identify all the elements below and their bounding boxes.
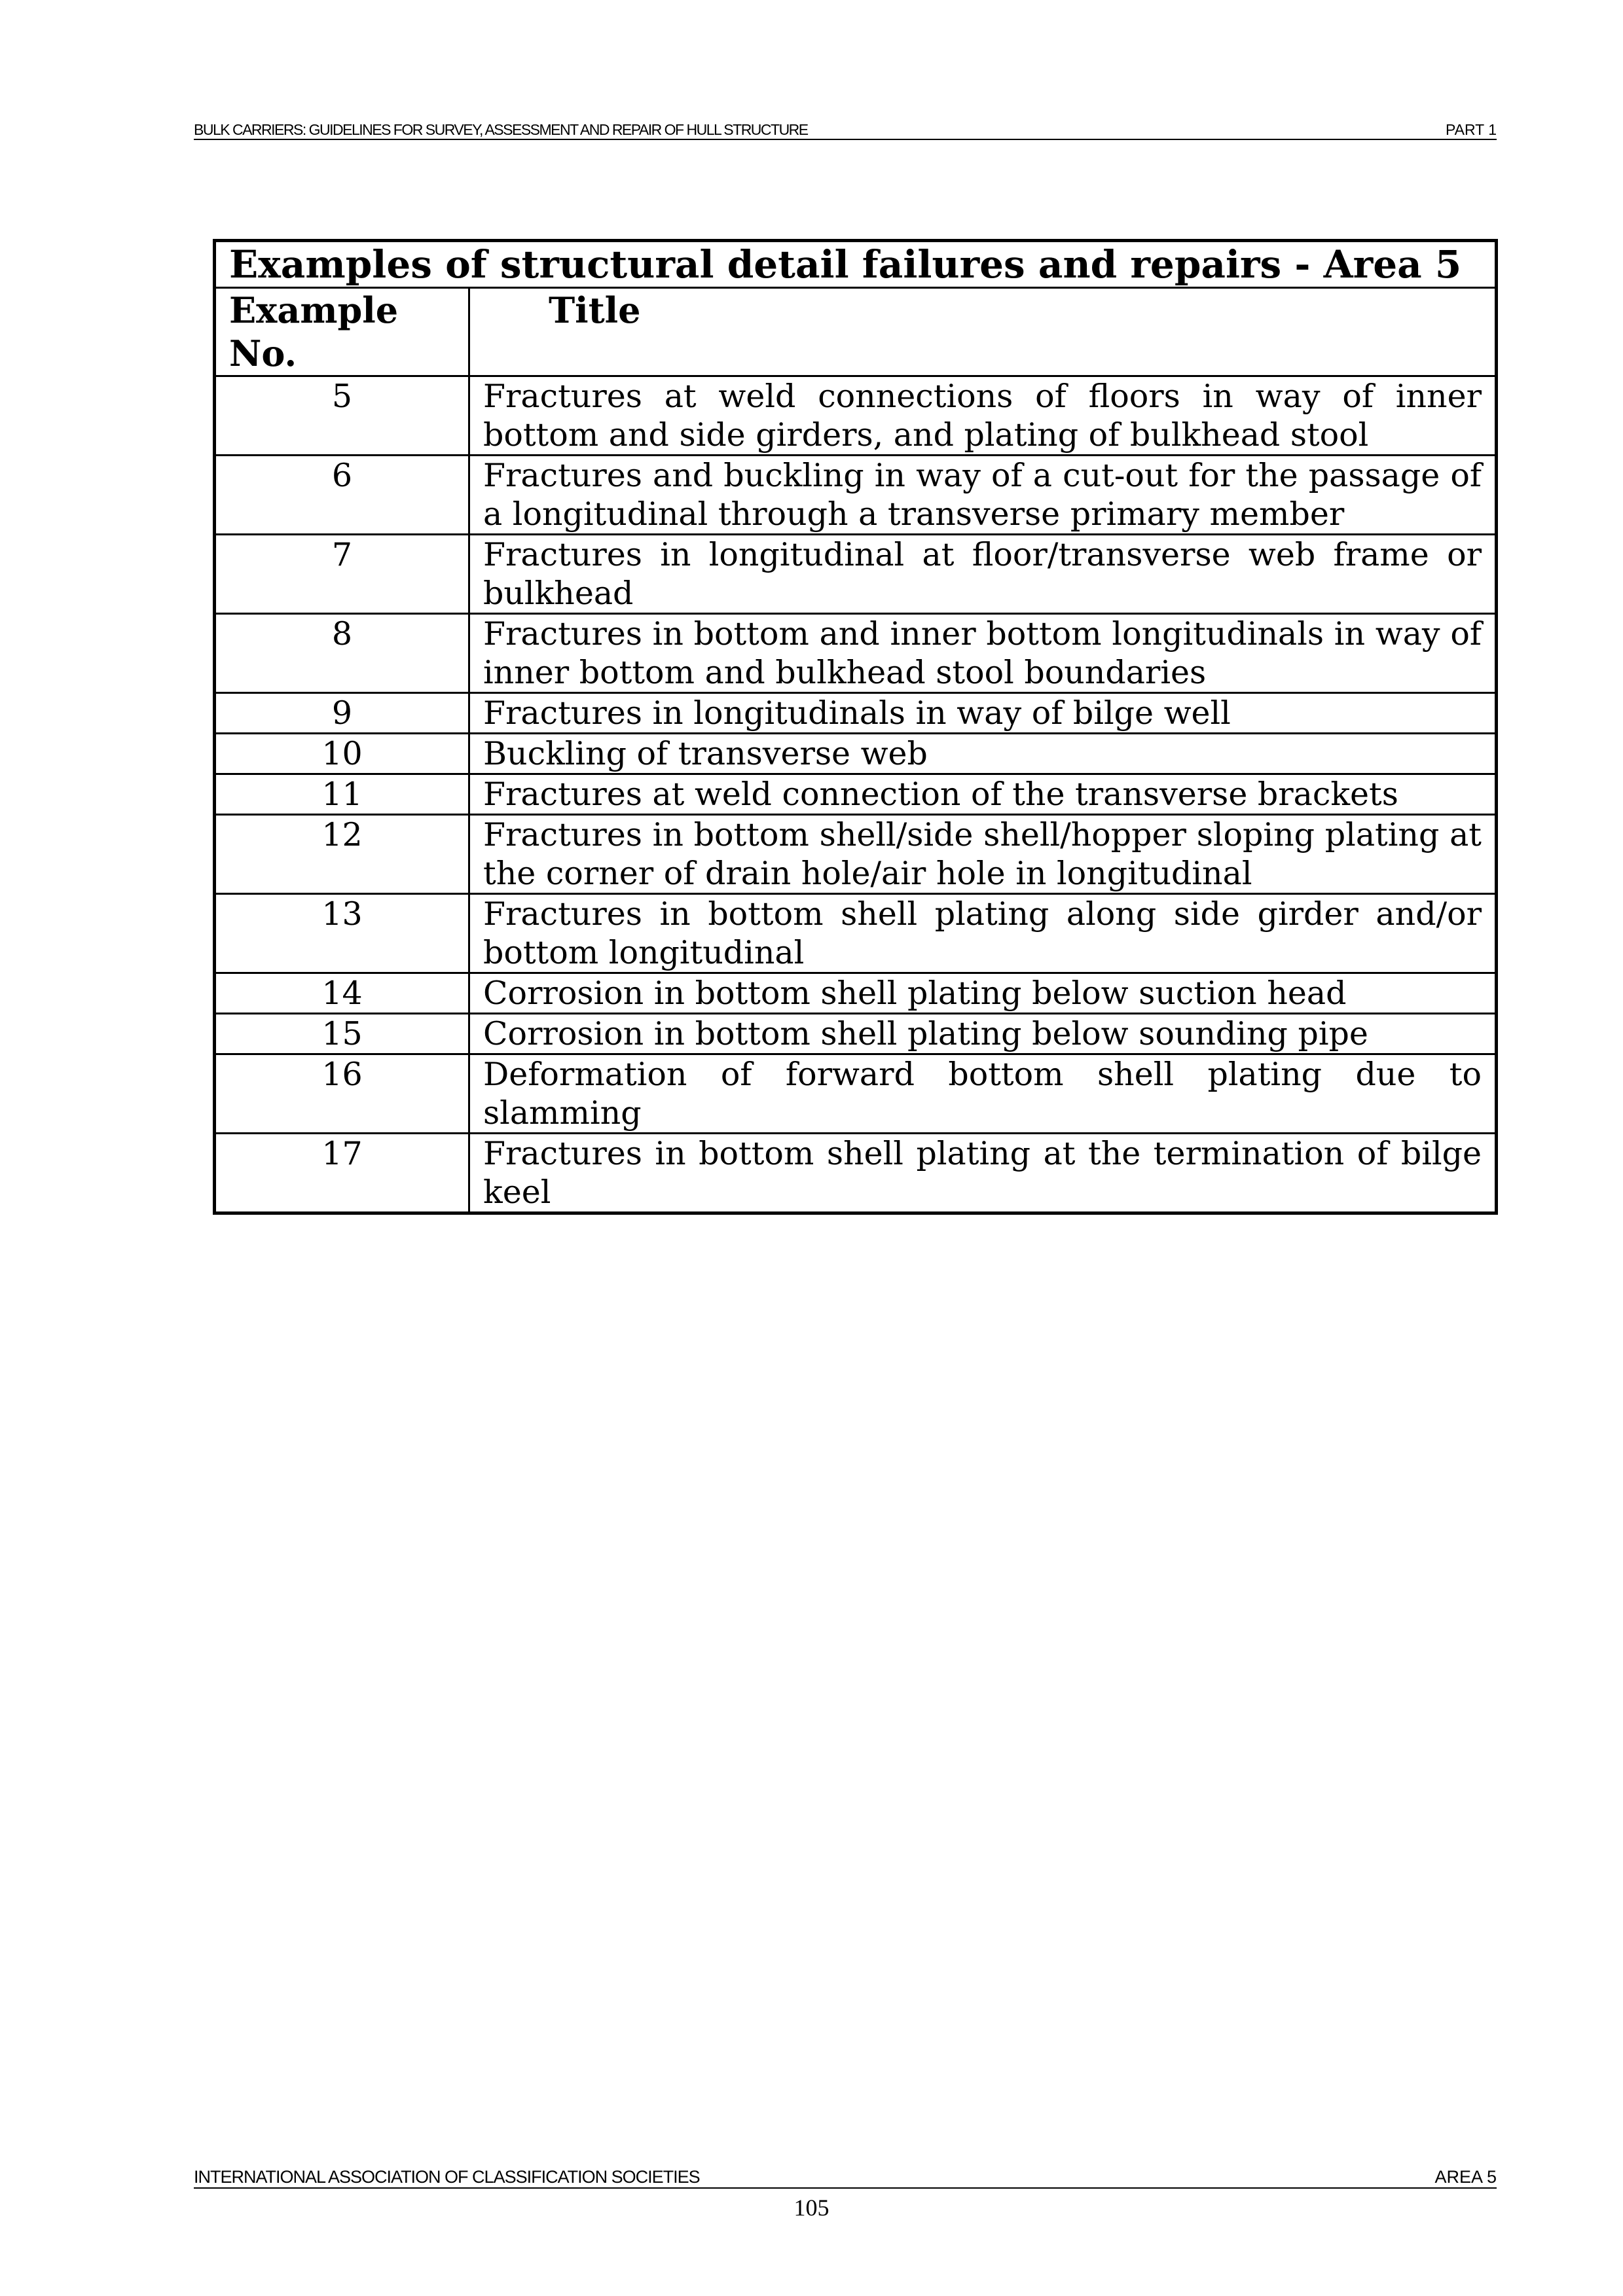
table-row — [215, 456, 1497, 535]
example-title: Fractures in bottom shell/side shell/hopper sloping plating at the corner of drain hole/air hole in longitudinal — [469, 815, 1497, 894]
footer-area: AREA 5 — [1434, 2167, 1497, 2187]
table-row — [215, 376, 1497, 456]
examples-table — [213, 239, 1498, 1215]
table-row — [215, 973, 1497, 1014]
example-number: 5 — [215, 376, 469, 456]
example-title: Fractures at weld connections of floors in way of inner bottom and side girders, and plating of bulkhead stool — [469, 376, 1497, 456]
page-footer — [194, 2166, 1497, 2189]
example-title: Fractures in bottom and inner bottom longitudinals in way of inner bottom and bulkhead stool boundaries — [469, 614, 1497, 693]
header-part: PART 1 — [1446, 121, 1497, 138]
example-title: Corrosion in bottom shell plating below suction head — [469, 973, 1497, 1014]
table-row — [215, 1134, 1497, 1213]
example-title: Corrosion in bottom shell plating below sounding pipe — [469, 1014, 1497, 1054]
table-row — [215, 734, 1497, 774]
table-row — [215, 614, 1497, 693]
column-header-title: Title — [469, 288, 1497, 376]
example-number: 13 — [215, 894, 469, 973]
example-title: Fractures at weld connection of the transverse brackets — [469, 774, 1497, 815]
example-title: Fractures in longitudinal at floor/transverse web frame or bulkhead — [469, 535, 1497, 614]
example-title: Fractures in bottom shell plating at the termination of bilge keel — [469, 1134, 1497, 1213]
example-number: 15 — [215, 1014, 469, 1054]
example-title: Fractures and buckling in way of a cut-out for the passage of a longitudinal through a transverse primary member — [469, 456, 1497, 535]
page-number: 105 — [793, 2195, 830, 2221]
example-number: 10 — [215, 734, 469, 774]
table-row — [215, 894, 1497, 973]
table-caption: Examples of structural detail failures and repairs - Area 5 — [215, 241, 1497, 288]
table-row — [215, 535, 1497, 614]
header-title: BULK CARRIERS: GUIDELINES FOR SURVEY, ASSESSMENT AND REPAIR OF HULL STRUCTURE — [194, 121, 808, 138]
example-number: 14 — [215, 973, 469, 1014]
example-number: 11 — [215, 774, 469, 815]
table-row — [215, 815, 1497, 894]
example-title: Fractures in longitudinals in way of bilge well — [469, 693, 1497, 734]
table-caption-row — [215, 241, 1497, 288]
example-number: 9 — [215, 693, 469, 734]
column-header-number: Example No. — [215, 288, 469, 376]
table-header-row — [215, 288, 1497, 376]
example-number: 12 — [215, 815, 469, 894]
example-number: 6 — [215, 456, 469, 535]
table-row — [215, 693, 1497, 734]
example-number: 17 — [215, 1134, 469, 1213]
footer-organization: INTERNATIONAL ASSOCIATION OF CLASSIFICATION SOCIETIES — [194, 2167, 700, 2187]
example-title: Fractures in bottom shell plating along side girder and/or bottom longitudinal — [469, 894, 1497, 973]
example-number: 16 — [215, 1054, 469, 1134]
example-title: Deformation of forward bottom shell plating due to slamming — [469, 1054, 1497, 1134]
example-number: 7 — [215, 535, 469, 614]
table-row — [215, 1014, 1497, 1054]
table-row — [215, 774, 1497, 815]
table-row — [215, 1054, 1497, 1134]
example-title: Buckling of transverse web — [469, 734, 1497, 774]
table-body — [215, 376, 1497, 1213]
example-number: 8 — [215, 614, 469, 693]
page-header — [194, 120, 1497, 140]
